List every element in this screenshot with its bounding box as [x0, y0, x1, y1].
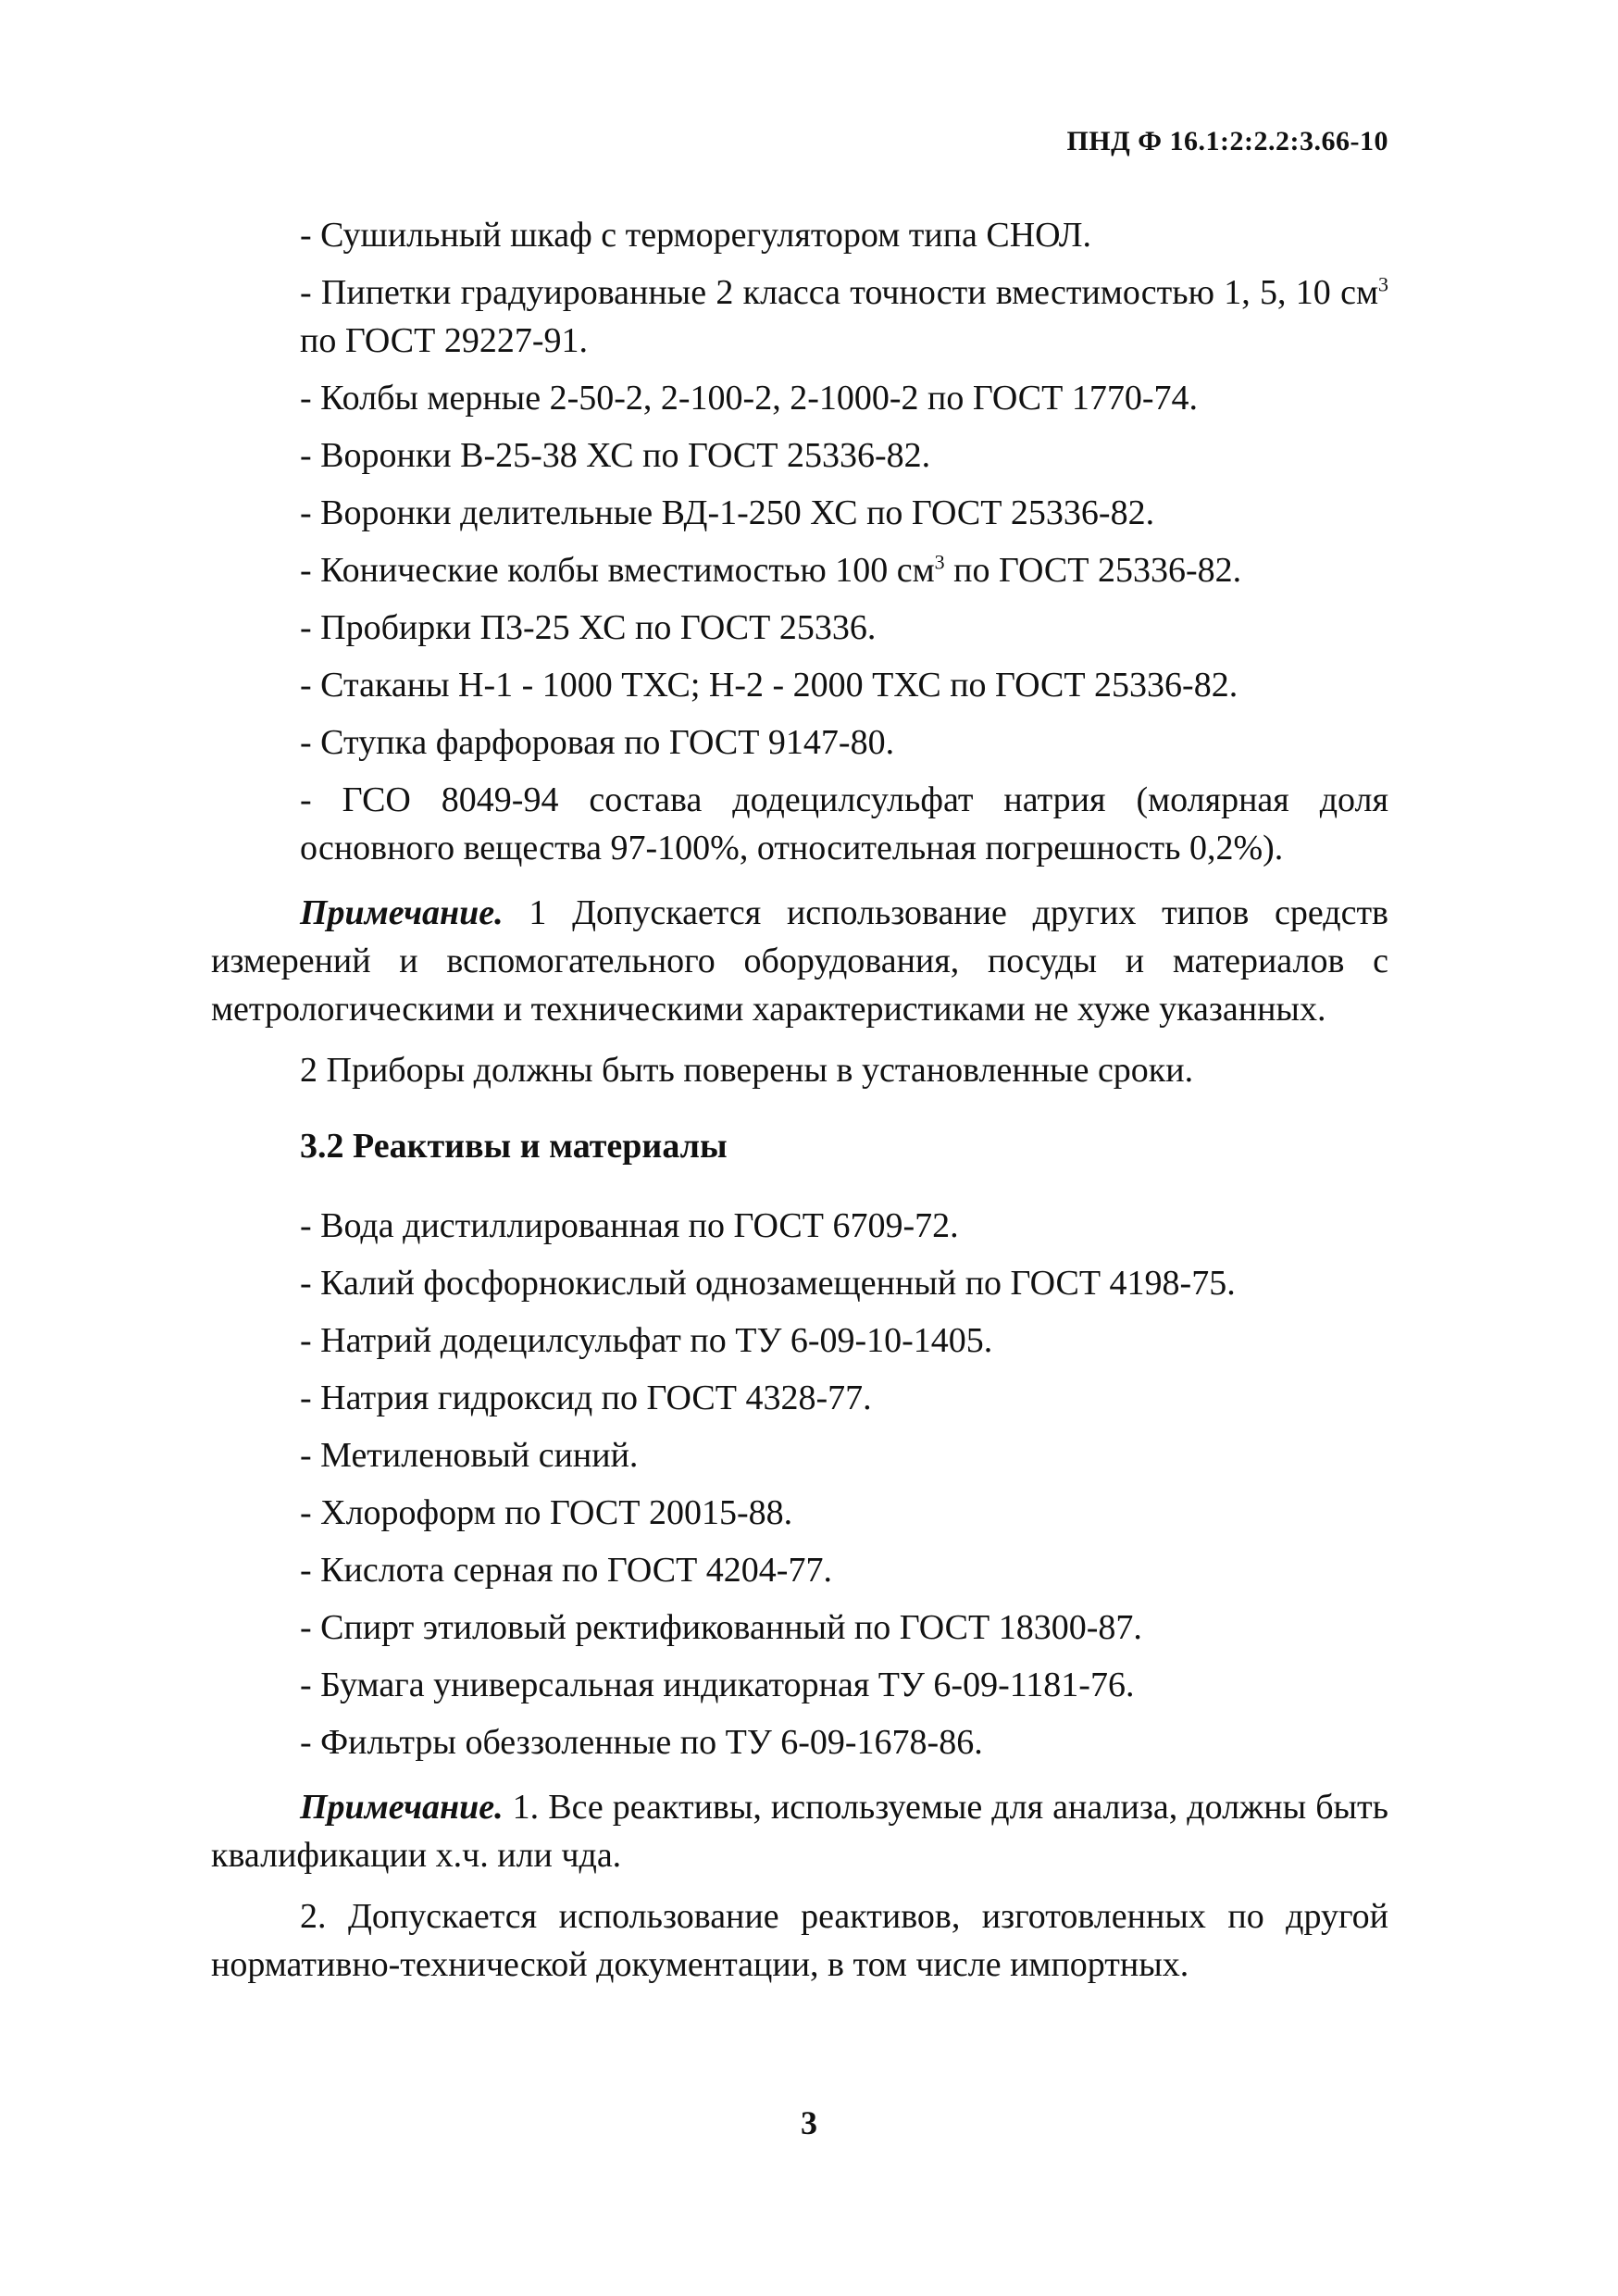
note-lead: Примечание. — [300, 893, 504, 932]
equipment-note — [211, 889, 1388, 1033]
equipment-list — [211, 211, 1388, 872]
note-text: 1. Все реактивы, используемые для анализа, должны быть квалификации х.ч. или чда. — [211, 1788, 1388, 1875]
list-item: - Бумага универсальная индикаторная ТУ 6-09-1181-76. — [300, 1666, 1135, 1704]
list-item-text: - Конические колбы вместимостью 100 см — [300, 551, 935, 590]
list-item — [300, 268, 1388, 365]
list-item: - Воронки делительные ВД-1-250 ХС по ГОСТ 25336-82. — [300, 493, 1155, 532]
reagents-list — [211, 1202, 1388, 1766]
list-item: - Натрия гидроксид по ГОСТ 4328-77. — [300, 1379, 872, 1417]
list-item: - Вода дистиллированная по ГОСТ 6709-72. — [300, 1206, 959, 1245]
list-item: - Калий фосфорнокислый однозамещенный по ГОСТ 4198-75. — [300, 1264, 1236, 1303]
equipment-note-2: 2 Приборы должны быть поверены в установленные сроки. — [300, 1051, 1194, 1090]
note-lead: Примечание. — [300, 1788, 504, 1827]
list-item: - Сушильный шкаф с терморегулятором типа СНОЛ. — [300, 216, 1091, 255]
reagents-note-2: 2. Допускается использование реактивов, изготовленных по другой нормативно-технической документации, в том числе импортных. — [211, 1897, 1388, 1984]
list-item: - Воронки В-25-38 ХС по ГОСТ 25336-82. — [300, 436, 931, 475]
list-item: - Кислота серная по ГОСТ 4204-77. — [300, 1551, 832, 1590]
list-item-text: по ГОСТ 29227-91. — [300, 321, 588, 360]
list-item: - Колбы мерные 2-50-2, 2-100-2, 2-1000-2 по ГОСТ 1770-74. — [300, 379, 1198, 418]
list-item: - Пробирки П3-25 ХС по ГОСТ 25336. — [300, 608, 877, 647]
list-item: - Натрий додецилсульфат по ТУ 6-09-10-1405. — [300, 1321, 993, 1360]
note-text: 1 Допускается использование других типов средств измерений и вспомогательного оборудования, посуды и материалов с метрологическими и техническими характеристиками не хуже указанных. — [211, 893, 1388, 1029]
list-item: - Ступка фарфоровая по ГОСТ 9147-80. — [300, 723, 895, 762]
list-item-text: по ГОСТ 25336-82. — [944, 551, 1242, 590]
superscript: 3 — [1378, 272, 1388, 296]
list-item: - Фильтры обеззоленные по ТУ 6-09-1678-86. — [300, 1723, 983, 1762]
list-item: - ГСО 8049-94 состава додецилсульфат натрия (молярная доля основного вещества 97-100%, относительная погрешность 0,2%). — [300, 780, 1388, 867]
page-content — [211, 211, 1388, 2002]
list-item: - Стаканы Н-1 - 1000 ТХС; Н-2 - 2000 ТХС по ГОСТ 25336-82. — [300, 666, 1238, 705]
reagents-note — [211, 1783, 1388, 1879]
document-code: ПНД Ф 16.1:2:2.2:3.66-10 — [1066, 126, 1388, 156]
list-item-text: - Пипетки градуированные 2 класса точности вместимостью 1, 5, 10 см — [300, 273, 1378, 312]
list-item: - Хлороформ по ГОСТ 20015-88. — [300, 1493, 793, 1532]
list-item: - Метиленовый синий. — [300, 1436, 639, 1475]
list-item — [300, 546, 1388, 594]
list-item: - Спирт этиловый ректификованный по ГОСТ 18300-87. — [300, 1608, 1142, 1647]
superscript: 3 — [934, 550, 945, 574]
page-number: 3 — [801, 2104, 817, 2141]
section-title: 3.2 Реактивы и материалы — [300, 1127, 728, 1166]
